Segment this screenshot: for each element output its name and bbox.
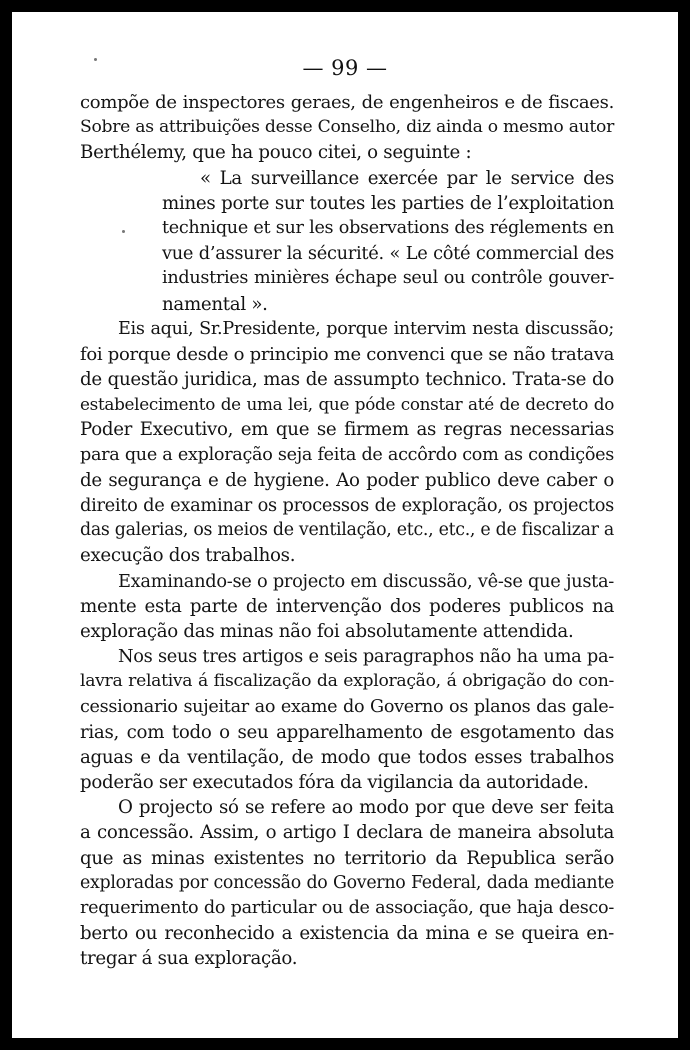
paragraph (80, 795, 614, 971)
body-text (80, 90, 614, 972)
text-line: de segurança e de hygiene. Ao poder publico deve caber o (80, 469, 614, 491)
text-line: compõe de inspectores geraes, de engenheiros e de fiscaes. (80, 92, 614, 113)
text-line: aguas e da ventilação, de modo que todos esses trabalhos (80, 746, 614, 768)
text-line: para que a exploração seja feita de accôrdo com as condições (80, 444, 614, 465)
text-line: de questão juridica, mas de assumpto technico. Trata-se do (80, 369, 614, 391)
quote-line: vue d’assurer la sécurité. « Le côté commercial des (162, 243, 614, 265)
text-line: berto ou reconhecido a existencia da mina e se queira en- (80, 923, 614, 945)
text-line: poderão ser executados fóra da vigilancia da autoridade. (80, 772, 589, 794)
text-line: Sobre as attribuições desse Conselho, diz ainda o mesmo autor (80, 117, 614, 138)
quote-line: technique et sur les observations des réglements en (162, 217, 614, 238)
page-number: — 99 — (302, 56, 388, 80)
text-line: Eis aqui, Sr.Presidente, porque intervim nesta discussão; (118, 318, 614, 339)
text-line: lavra relativa á fiscalização da exploração, á obrigação do con- (80, 671, 614, 692)
quote-line: mines porte sur toutes les parties de l’exploitation (162, 192, 614, 214)
quote-line: namental ». (162, 293, 268, 315)
text-line: a concessão. Assim, o artigo I declara de maneira absoluta (80, 822, 614, 844)
text-line: O projecto só se refere ao modo por que deve ser feita (118, 797, 614, 819)
book-page (12, 12, 678, 1038)
text-line: requerimento do particular ou de associação, que haja desco- (80, 898, 614, 918)
text-line: Berthélemy, que ha pouco citei, o seguinte : (80, 142, 472, 164)
text-line: rias, com todo o seu apparelhamento de esgotamento das (80, 721, 614, 743)
text-line: Nos seus tres artigos e seis paragraphos não ha uma pa- (118, 646, 614, 668)
text-line: tregar á sua exploração. (80, 948, 298, 970)
text-line: estabelecimento de uma lei, que póde constar até de decreto do (80, 394, 614, 415)
block-quote (80, 166, 614, 317)
text-line: Poder Executivo, em que se firmem as regras necessarias (80, 419, 614, 441)
paragraph (80, 569, 614, 645)
text-line: Examinando-se o projecto em discussão, vê-se que justa- (118, 570, 614, 592)
text-line: direito de examinar os processos de exploração, os projectos (80, 495, 614, 516)
text-line: foi porque desde o principio me convenci que se não tratava (80, 343, 615, 365)
paragraph (80, 317, 614, 569)
text-line: exploração das minas não foi absolutamente attendida. (80, 620, 574, 642)
text-line: cessionario sujeitar ao exame do Governo os planos das gale- (80, 696, 614, 717)
paragraph (80, 644, 614, 795)
text-line: execução dos trabalhos. (80, 545, 296, 567)
quote-line: « La surveillance exercée par le service des (200, 167, 614, 189)
text-line: exploradas por concessão do Governo Federal, dada mediante (80, 872, 614, 893)
paragraph-continuation (80, 90, 614, 166)
text-line: das galerias, os meios de ventilação, etc., etc., e de fiscalizar a (80, 520, 614, 541)
text-line: que as minas existentes no territorio da Republica serão (80, 847, 614, 869)
text-line: mente esta parte de intervenção dos poderes publicos na (80, 595, 614, 617)
quote-line: industries minières échape seul ou contrôle gouver- (162, 268, 614, 289)
